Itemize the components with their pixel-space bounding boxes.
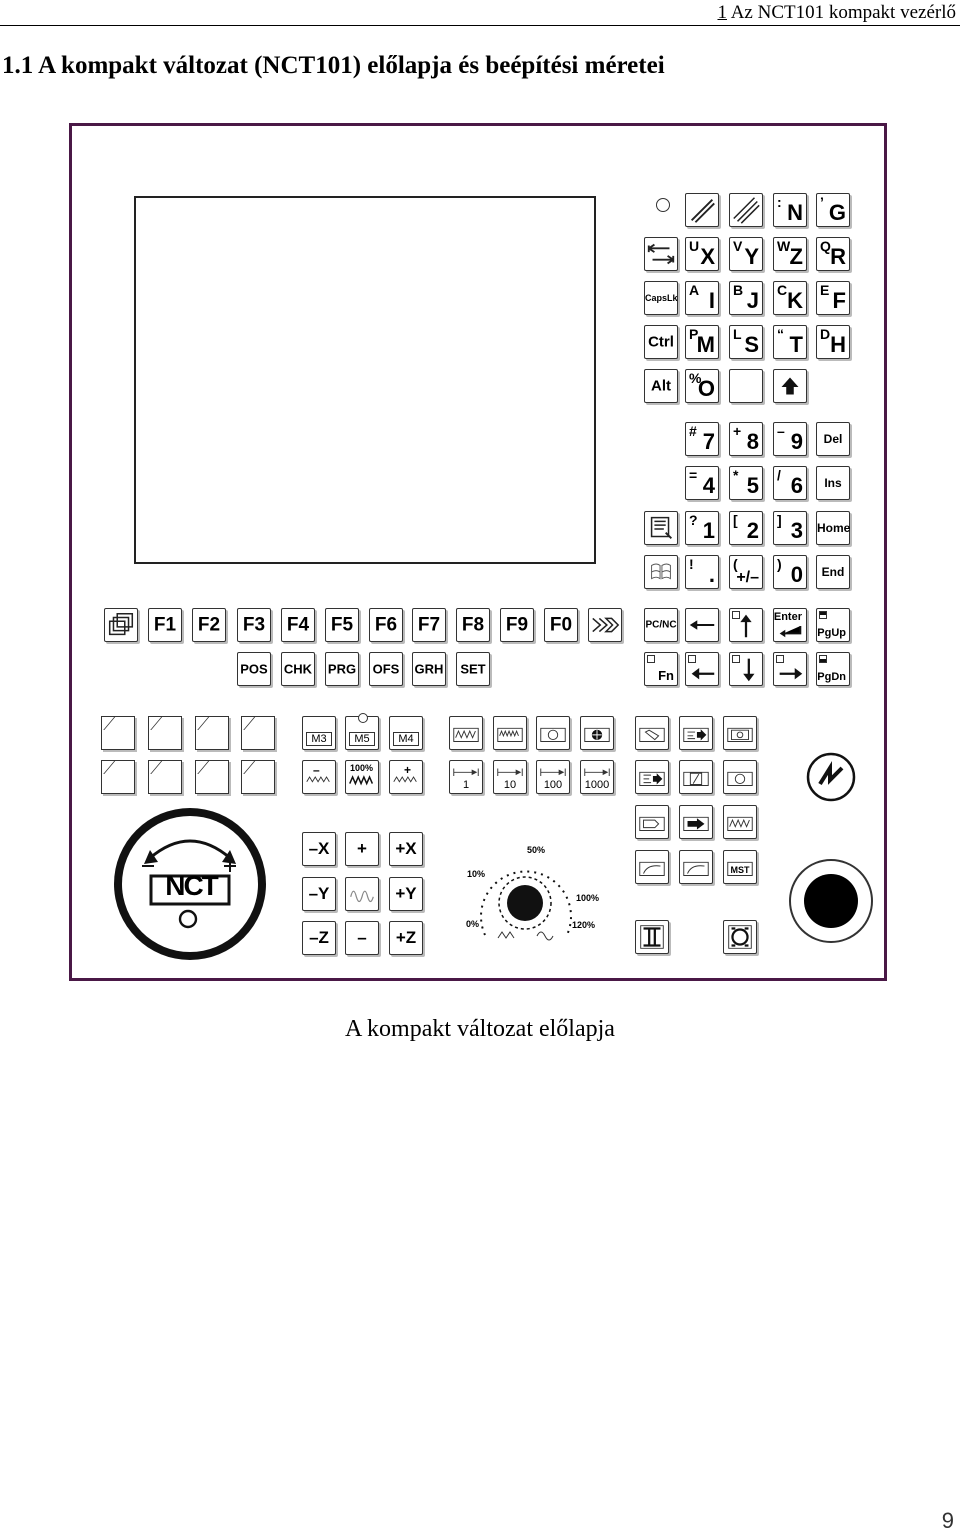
jog-minus-label: – <box>357 928 367 947</box>
spindle-100-label: 100% <box>350 763 374 773</box>
key-5-secondary: * <box>733 467 739 483</box>
prg-label: PRG <box>327 661 357 677</box>
mode-key-1[interactable] <box>449 716 483 750</box>
key-4-secondary: = <box>689 467 698 483</box>
mode-key-2[interactable] <box>493 716 527 750</box>
spindle-wave-icon <box>390 761 422 793</box>
key-dot-secondary: ! <box>689 556 694 572</box>
alt-label: Alt <box>651 377 671 395</box>
blank-key[interactable] <box>729 369 763 403</box>
mode-key-3[interactable] <box>536 716 570 750</box>
pos-label: POS <box>240 661 268 677</box>
auto-arrow-icon <box>680 717 712 749</box>
key-z-label: Z <box>789 244 803 269</box>
f2-key[interactable] <box>192 608 226 642</box>
mdi-hand-icon <box>724 717 756 749</box>
ins-label: Ins <box>824 476 842 490</box>
key-8-label: 8 <box>746 429 759 454</box>
user-key-4[interactable] <box>241 716 275 750</box>
key-n-label: N <box>787 200 803 225</box>
next-menu-key[interactable] <box>588 608 622 642</box>
arrow-right-key[interactable] <box>773 652 807 686</box>
optional-stop-key[interactable] <box>723 760 757 794</box>
shift-key[interactable] <box>773 369 807 403</box>
machine-lock-icon <box>680 851 712 883</box>
page-key[interactable] <box>644 511 678 545</box>
key-r-label: R <box>830 244 846 269</box>
nct-logo-text: NCT <box>165 870 217 901</box>
key-1[interactable] <box>685 511 719 545</box>
dry-run-key[interactable] <box>635 805 669 839</box>
key-x-label: X <box>700 244 715 269</box>
cycle-stop-key[interactable] <box>635 920 669 954</box>
grh-label: GRH <box>414 661 444 677</box>
reference-point-icon <box>581 717 613 749</box>
ctrl-label: Ctrl <box>648 333 674 351</box>
key-2-secondary: [ <box>733 512 738 528</box>
arrow-up-icon <box>730 609 762 641</box>
increment-100-label: 100 <box>543 779 563 791</box>
f1-key[interactable] <box>148 608 182 642</box>
key-m[interactable] <box>685 325 719 359</box>
f8-label: F8 <box>461 614 485 636</box>
dial-label-100: 100% <box>576 893 600 903</box>
key-s-label: S <box>744 332 759 357</box>
chapter-header <box>717 2 956 24</box>
pgdn-key[interactable] <box>816 652 850 686</box>
spindle-plus-key[interactable] <box>389 760 423 794</box>
tab-arrows-icon <box>645 238 677 270</box>
ofs-key[interactable] <box>369 652 403 686</box>
dry-run-icon <box>636 806 668 838</box>
restart-key[interactable] <box>635 850 669 884</box>
user-key-8[interactable] <box>241 760 275 794</box>
key-1-label: 1 <box>702 518 715 543</box>
page-number: 9 <box>941 1508 954 1533</box>
set-key[interactable] <box>456 652 490 686</box>
f0-label: F0 <box>549 614 573 636</box>
optional-stop-icon <box>724 761 756 793</box>
key-9[interactable] <box>773 422 807 456</box>
cycle-start-icon <box>724 921 756 953</box>
m3-key[interactable] <box>302 716 336 750</box>
increment-1-key[interactable] <box>449 760 483 794</box>
key-plusminus-secondary: ( <box>733 556 738 572</box>
ins-key[interactable] <box>816 466 850 500</box>
key-t-secondary: “ <box>777 326 784 342</box>
user-key-7[interactable] <box>195 760 229 794</box>
key-r[interactable] <box>816 237 850 271</box>
key-h[interactable] <box>816 325 850 359</box>
arrow-down-key[interactable] <box>729 652 763 686</box>
mdi-mode-key[interactable] <box>723 716 757 750</box>
jog-plus-x-label: +X <box>395 839 417 858</box>
f0-key[interactable] <box>544 608 578 642</box>
key-8[interactable] <box>729 422 763 456</box>
restart-icon <box>636 851 668 883</box>
auto-mode-key[interactable] <box>679 716 713 750</box>
power-key[interactable] <box>806 752 856 802</box>
spindle-minus-label: – <box>313 763 320 777</box>
key-2-label: 2 <box>746 518 759 543</box>
chevron-right-icon <box>589 609 621 641</box>
jog-plus-key[interactable] <box>345 832 379 866</box>
f5-key[interactable] <box>325 608 359 642</box>
spindle-wave-icon <box>724 806 756 838</box>
prg-key[interactable] <box>325 652 359 686</box>
chk-label: CHK <box>283 661 313 677</box>
pos-key[interactable] <box>237 652 271 686</box>
key-3[interactable] <box>773 511 807 545</box>
m4-label: M4 <box>393 732 419 746</box>
multi-slash-key[interactable] <box>729 193 763 227</box>
f3-label: F3 <box>242 614 266 636</box>
key-y-secondary: V <box>733 238 743 254</box>
user-key-2[interactable] <box>148 716 182 750</box>
grh-key[interactable] <box>412 652 446 686</box>
jog-minus-z-key[interactable] <box>302 921 336 955</box>
key-j-label: J <box>746 288 759 313</box>
pgup-indicator <box>819 611 827 619</box>
key-n-secondary: : <box>777 194 782 210</box>
key-j-secondary: B <box>733 282 744 298</box>
key-7-label: 7 <box>702 429 715 454</box>
user-key-5[interactable] <box>101 760 135 794</box>
key-h-label: H <box>830 332 846 357</box>
key-i-secondary: A <box>689 282 700 298</box>
f9-key[interactable] <box>500 608 534 642</box>
backspace-key[interactable] <box>685 608 719 642</box>
cycle-stop-icon <box>636 921 668 953</box>
key-plusminus-label: +/– <box>736 569 759 586</box>
alt-key[interactable] <box>644 369 678 403</box>
key-f[interactable] <box>816 281 850 315</box>
ctrl-key[interactable] <box>644 325 678 359</box>
single-block-icon <box>636 761 668 793</box>
jog-minus-x-key[interactable] <box>302 832 336 866</box>
header-rule <box>0 25 960 26</box>
increment-10-label: 10 <box>503 779 517 791</box>
chapter-title: Az NCT101 kompakt vezérlő <box>730 2 956 23</box>
home-label: Home <box>817 521 851 535</box>
jog-plus-z-label: +Z <box>395 928 417 947</box>
user-key-1[interactable] <box>101 716 135 750</box>
key-2[interactable] <box>729 511 763 545</box>
key-0[interactable] <box>773 555 807 589</box>
jog-minus-key[interactable] <box>345 921 379 955</box>
wheel-box-icon <box>537 717 569 749</box>
key-4-label: 4 <box>702 473 715 498</box>
f5-label: F5 <box>330 614 354 636</box>
arrow-up-key[interactable] <box>729 608 763 642</box>
key-5[interactable] <box>729 466 763 500</box>
fn-corner <box>647 655 655 663</box>
key-m-label: M <box>696 332 715 357</box>
key-k-secondary: C <box>777 282 788 298</box>
key-i[interactable] <box>685 281 719 315</box>
m4-key[interactable] <box>389 716 423 750</box>
del-key[interactable] <box>816 422 850 456</box>
key-g-label: G <box>828 200 846 225</box>
jog-plus-y-label: +Y <box>395 884 417 903</box>
stacked-windows-icon <box>105 609 137 641</box>
key-1-secondary: ? <box>689 512 698 528</box>
key-s-secondary: L <box>733 326 742 342</box>
program-arrow-icon <box>680 806 712 838</box>
key-dot[interactable] <box>685 555 719 589</box>
key-o-secondary: % <box>689 370 702 386</box>
f9-label: F9 <box>505 614 529 636</box>
dial-label-120: 120% <box>572 920 596 930</box>
jog-plus-label: + <box>357 839 367 858</box>
jog-plus-z-key[interactable] <box>389 921 423 955</box>
f3-key[interactable] <box>237 608 271 642</box>
key-g-secondary: ’ <box>820 194 824 210</box>
end-label: End <box>821 565 845 579</box>
wave-box-icon <box>450 717 482 749</box>
screens-key[interactable] <box>104 608 138 642</box>
jog-minus-z-label: –Z <box>309 928 329 947</box>
key-o-label: O <box>697 376 715 401</box>
f4-label: F4 <box>286 614 310 636</box>
emergency-stop-button[interactable] <box>788 858 874 944</box>
key-dot-label: . <box>708 562 715 587</box>
indicator-led <box>656 198 670 212</box>
enter-arrow-icon <box>774 609 806 641</box>
slash-key[interactable] <box>685 193 719 227</box>
key-i-label: I <box>708 288 715 313</box>
pgdn-label: PgDn <box>817 671 846 683</box>
edit-mode-key[interactable] <box>635 716 669 750</box>
set-label: SET <box>460 661 486 677</box>
enter-key[interactable] <box>773 608 807 642</box>
dial-label-50: 50% <box>527 845 546 855</box>
ofs-label: OFS <box>372 661 400 677</box>
spindle-100-key[interactable] <box>345 760 379 794</box>
increment-1000-key[interactable] <box>580 760 614 794</box>
key-y-label: Y <box>744 244 759 269</box>
enter-label: Enter <box>773 611 802 623</box>
f4-key[interactable] <box>281 608 315 642</box>
key-6-label: 6 <box>790 473 803 498</box>
jog-minus-y-key[interactable] <box>302 877 336 911</box>
wave-box-icon <box>494 717 526 749</box>
f1-label: F1 <box>153 614 177 636</box>
pcnc-key[interactable] <box>644 608 678 642</box>
edit-pen-icon <box>636 717 668 749</box>
f2-label: F2 <box>197 614 221 636</box>
fn-key[interactable] <box>644 652 678 686</box>
key-x[interactable] <box>685 237 719 271</box>
key-7-secondary: # <box>689 423 697 439</box>
spindle-check-key[interactable] <box>723 805 757 839</box>
windows-logo-icon <box>645 556 677 588</box>
key-h-secondary: D <box>820 326 831 342</box>
del-label: Del <box>823 432 843 446</box>
spindle-minus-key[interactable] <box>302 760 336 794</box>
block-skip-icon <box>680 761 712 793</box>
key-3-secondary: ] <box>777 512 782 528</box>
rapid-wave-icon <box>498 932 553 940</box>
f7-key[interactable] <box>412 608 446 642</box>
arrow-left-icon <box>686 609 718 641</box>
f6-key[interactable] <box>369 608 403 642</box>
key-z[interactable] <box>773 237 807 271</box>
shift-arrow-icon <box>774 370 806 402</box>
mode-key-4[interactable] <box>580 716 614 750</box>
increment-10-key[interactable] <box>493 760 527 794</box>
key-k[interactable] <box>773 281 807 315</box>
cycle-start-key[interactable] <box>723 920 757 954</box>
increment-100-key[interactable] <box>536 760 570 794</box>
key-m-secondary: P <box>689 326 699 342</box>
rapid-key[interactable] <box>345 877 379 911</box>
key-k-label: K <box>787 288 803 313</box>
mst-lock-key[interactable] <box>723 850 757 884</box>
jog-minus-y-label: –Y <box>308 884 330 903</box>
capslock-key[interactable] <box>644 281 678 315</box>
mst-label: MST <box>730 865 750 875</box>
document-icon <box>645 512 677 544</box>
chapter-number: 1 <box>717 2 727 23</box>
key-z-secondary: W <box>777 238 791 254</box>
double-slash-icon <box>686 194 718 226</box>
key-5-label: 5 <box>746 473 759 498</box>
key-0-label: 0 <box>790 562 803 587</box>
machine-lock-key[interactable] <box>679 850 713 884</box>
key-t[interactable] <box>773 325 807 359</box>
key-j[interactable] <box>729 281 763 315</box>
block-skip-key[interactable] <box>679 760 713 794</box>
m5-key[interactable] <box>345 716 379 750</box>
increment-1-label: 1 <box>462 779 470 791</box>
capslock-label: CapsLk <box>645 293 678 303</box>
figure-caption: A kompakt változat előlapja <box>345 1016 615 1042</box>
key-f-secondary: E <box>820 282 830 298</box>
key-4[interactable] <box>685 466 719 500</box>
key-plusminus[interactable] <box>729 555 763 589</box>
arrow-right-icon <box>774 653 806 685</box>
program-stop-key[interactable] <box>679 805 713 839</box>
key-n[interactable] <box>773 193 807 227</box>
pgup-key[interactable] <box>816 608 850 642</box>
rapid-wave-icon <box>346 878 378 910</box>
home-key[interactable] <box>816 511 850 545</box>
end-key[interactable] <box>816 555 850 589</box>
spindle-wave-icon <box>346 761 378 793</box>
single-block-key[interactable] <box>635 760 669 794</box>
key-7[interactable] <box>685 422 719 456</box>
key-6[interactable] <box>773 466 807 500</box>
f7-label: F7 <box>417 614 441 636</box>
key-r-secondary: Q <box>820 238 831 254</box>
dial-label-10: 10% <box>467 869 486 879</box>
arrow-left-key[interactable] <box>685 652 719 686</box>
pgup-label: PgUp <box>817 627 846 639</box>
spindle-plus-label: + <box>404 763 412 777</box>
lcd-screen <box>134 196 596 564</box>
dial-label-0: 0% <box>466 919 480 929</box>
key-8-secondary: + <box>733 423 742 439</box>
key-9-secondary: – <box>777 423 785 439</box>
increment-1000-label: 1000 <box>584 779 610 791</box>
arrow-down-icon <box>730 653 762 685</box>
tab-key[interactable] <box>644 237 678 271</box>
pgdn-indicator <box>819 655 827 663</box>
key-s[interactable] <box>729 325 763 359</box>
key-3-label: 3 <box>790 518 803 543</box>
section-title: 1.1 A kompakt változat (NCT101) előlapja és beépítési méretei <box>2 52 665 79</box>
fn-label: Fn <box>658 668 674 683</box>
stop-circle-icon <box>358 713 368 723</box>
f8-key[interactable] <box>456 608 490 642</box>
key-f-label: F <box>832 288 846 313</box>
windows-key[interactable] <box>644 555 678 589</box>
triple-slash-icon <box>730 194 762 226</box>
arrow-left-icon <box>686 653 718 685</box>
jog-minus-x-label: –X <box>308 839 330 858</box>
key-g[interactable] <box>816 193 850 227</box>
jog-plus-y-key[interactable] <box>389 877 423 911</box>
jog-plus-x-key[interactable] <box>389 832 423 866</box>
user-key-3[interactable] <box>195 716 229 750</box>
user-key-6[interactable] <box>148 760 182 794</box>
key-0-secondary: ) <box>777 556 782 572</box>
f6-label: F6 <box>374 614 398 636</box>
key-t-label: T <box>789 332 803 357</box>
m3-label: M3 <box>306 732 332 746</box>
key-o[interactable] <box>685 369 719 403</box>
chk-key[interactable] <box>281 652 315 686</box>
spindle-wave-icon <box>303 761 335 793</box>
key-6-secondary: / <box>777 467 781 483</box>
pcnc-label: PC/NC <box>645 619 677 631</box>
key-9-label: 9 <box>790 429 803 454</box>
key-y[interactable] <box>729 237 763 271</box>
m5-label: M5 <box>349 732 375 746</box>
key-x-secondary: U <box>689 238 700 254</box>
